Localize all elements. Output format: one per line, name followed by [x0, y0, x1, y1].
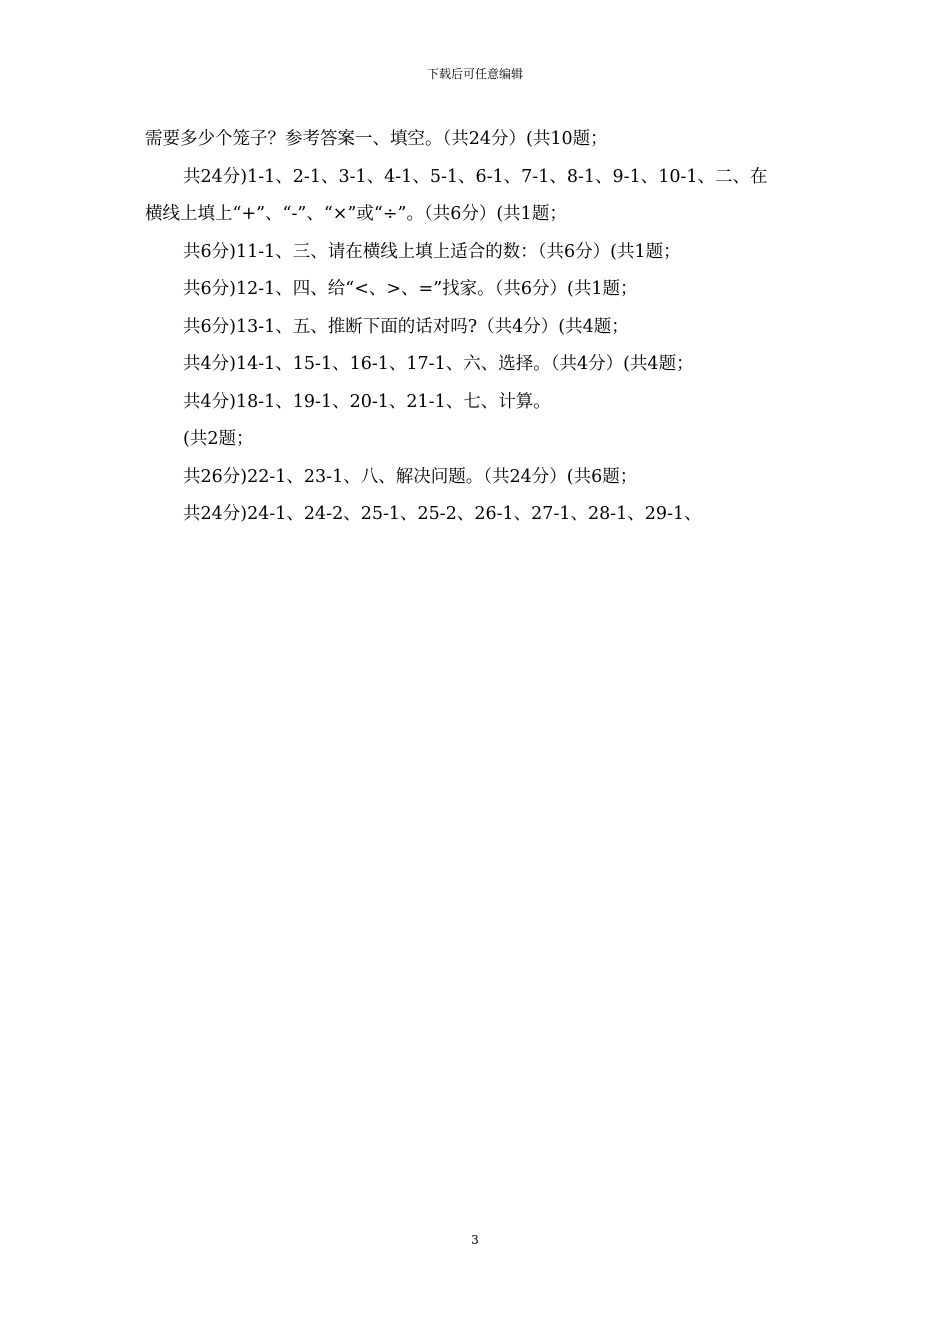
text-line-8: 共4分)18-1、19-1、20-1、21-1、七、计算。	[183, 391, 551, 412]
page-number: 3	[471, 1233, 479, 1247]
text-line-7: 共4分)14-1、15-1、16-1、17-1、六、选择。（共4分）(共4题；	[183, 354, 694, 374]
text-line-10: 共26分)22-1、23-1、八、解决问题。（共24分）(共6题；	[183, 466, 638, 487]
text-line-3: 横线上填上“+”、“-”、“×”或“÷”。（共6分）(共1题；	[145, 204, 567, 224]
text-line-5: 共6分)12-1、四、给“<、>、=”找家。（共6分）(共1题；	[183, 279, 638, 299]
text-line-2: 共24分)1-1、2-1、3-1、4-1、5-1、6-1、7-1、8-1、9-1、10-1、二、在	[183, 166, 768, 187]
text-line-11: 共24分)24-1、24-2、25-1、25-2、26-1、27-1、28-1、29-1、	[183, 504, 702, 524]
text-line-6: 共6分)13-1、五、推断下面的话对吗?（共4分）(共4题；	[183, 316, 629, 337]
text-line-1: 需要多少个笼子？参考答案一、填空。（共24分）(共10题；	[145, 129, 608, 149]
text-line-4: 共6分)11-1、三、请在横线上填上适合的数：（共6分）(共1题；	[183, 241, 681, 262]
text-line-9: (共2题；	[183, 429, 254, 449]
document-body	[145, 121, 815, 534]
page-header: 下载后可任意编辑	[426, 67, 523, 81]
